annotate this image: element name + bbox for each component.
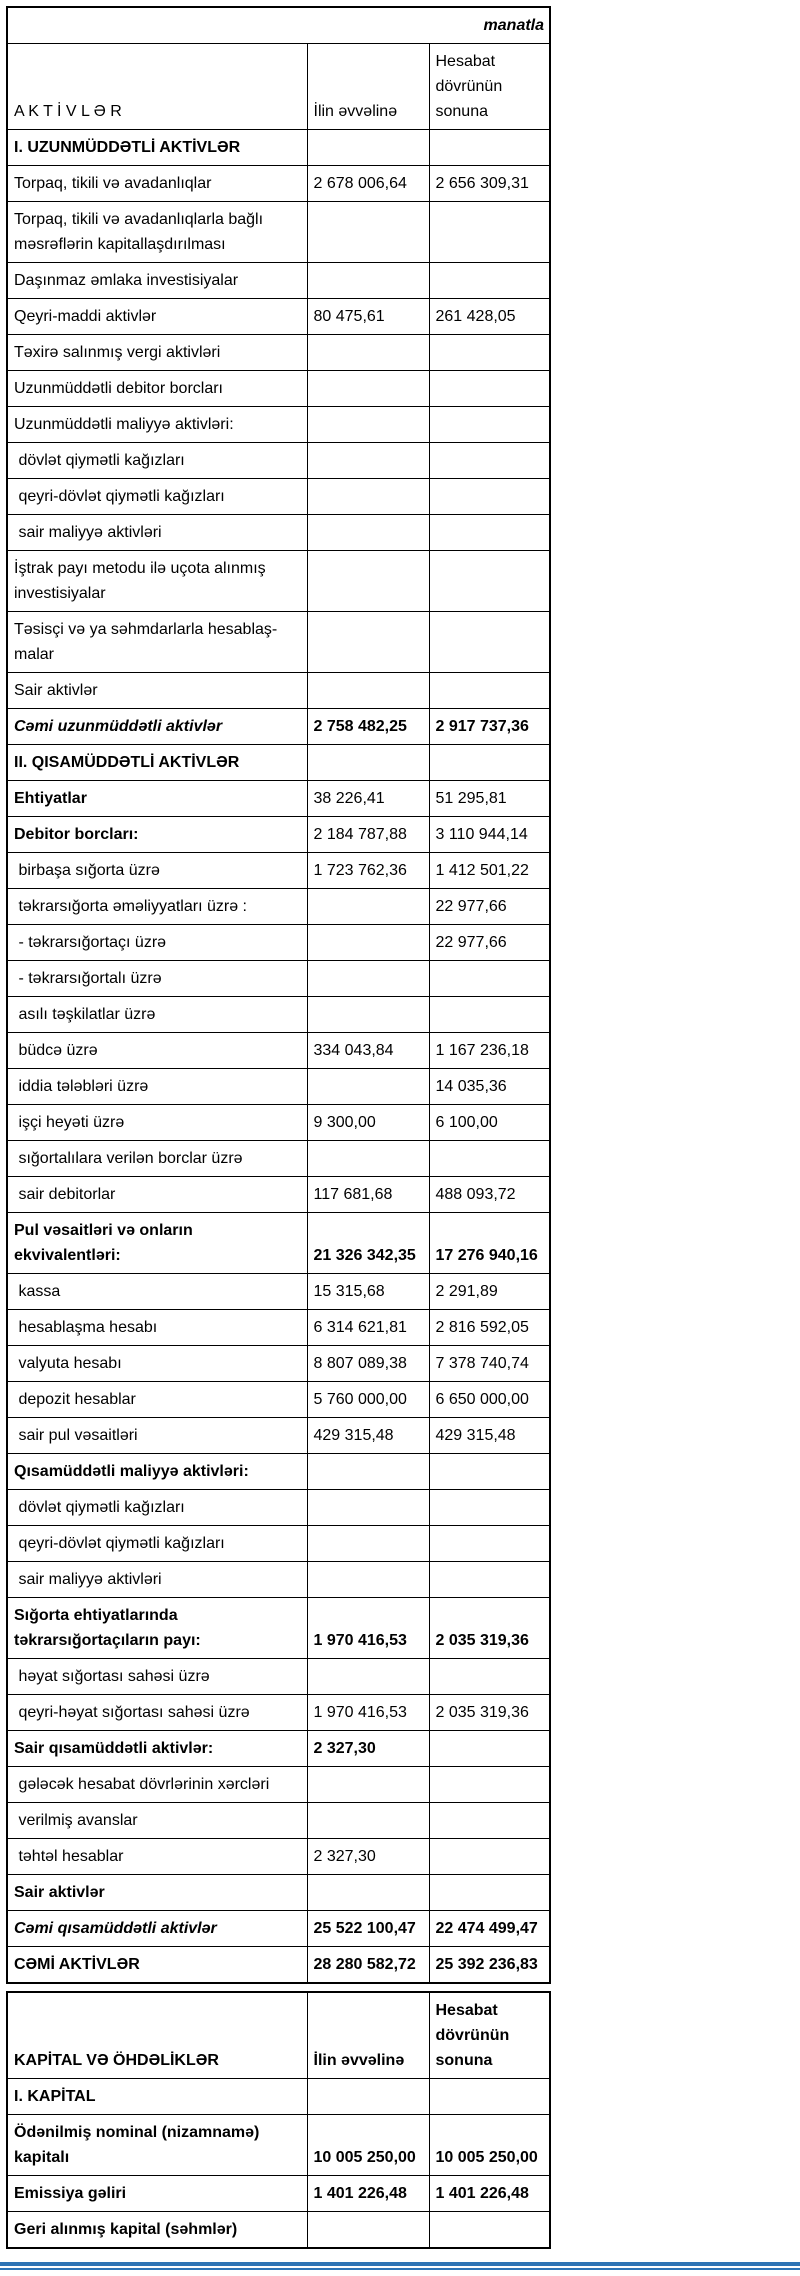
value-start-of-year: 28 280 582,72 [307,1947,429,1984]
value-end-of-period: 1 167 236,18 [429,1033,550,1069]
value-end-of-period [429,515,550,551]
table-row [7,1526,550,1562]
row-label: Sair aktivlər [7,673,307,709]
value-start-of-year [307,130,429,166]
header-row [7,1992,550,2079]
value-end-of-period: 7 378 740,74 [429,1346,550,1382]
table-row [7,1346,550,1382]
value-end-of-period [429,1659,550,1695]
table-row [7,1105,550,1141]
table-row [7,1947,550,1984]
value-end-of-period: 6 650 000,00 [429,1382,550,1418]
capital-and-liabilities-table [6,1991,551,2249]
value-end-of-period: 2 291,89 [429,1274,550,1310]
value-start-of-year [307,997,429,1033]
table-row [7,551,550,612]
row-label: Pul vəsaitləri və onların ekvivalentləri: [7,1213,307,1274]
value-start-of-year: 80 475,61 [307,299,429,335]
row-label: Geri alınmış kapital (səhmlər) [7,2212,307,2249]
table-row [7,299,550,335]
row-label: hesablaşma hesabı [7,1310,307,1346]
table-row [7,515,550,551]
value-start-of-year: 8 807 089,38 [307,1346,429,1382]
value-start-of-year [307,371,429,407]
value-start-of-year [307,263,429,299]
table-row [7,2212,550,2249]
row-label: sair maliyyə aktivləri [7,515,307,551]
row-label: - təkrarsığortalı üzrə [7,961,307,997]
row-label: Uzunmüddətli maliyyə aktivləri: [7,407,307,443]
row-label: qeyri-dövlət qiymətli kağızları [7,479,307,515]
table-row [7,2176,550,2212]
table-row [7,1490,550,1526]
value-start-of-year [307,612,429,673]
table-row [7,2115,550,2176]
table-row [7,1659,550,1695]
row-label: Ehtiyatlar [7,781,307,817]
value-start-of-year: 5 760 000,00 [307,1382,429,1418]
table-row [7,1213,550,1274]
value-start-of-year [307,1069,429,1105]
value-start-of-year [307,961,429,997]
value-start-of-year: 334 043,84 [307,1033,429,1069]
unit-row [7,7,550,44]
value-start-of-year: 10 005 250,00 [307,2115,429,2176]
value-end-of-period: 51 295,81 [429,781,550,817]
value-start-of-year: 1 970 416,53 [307,1598,429,1659]
value-end-of-period: 22 977,66 [429,925,550,961]
row-label: Uzunmüddətli debitor borcları [7,371,307,407]
table-row [7,997,550,1033]
table-row [7,1562,550,1598]
table-row [7,130,550,166]
value-end-of-period [429,1803,550,1839]
column-header: Hesabat dövrünün sonuna [429,1992,550,2079]
row-label: asılı təşkilatlar üzrə [7,997,307,1033]
value-start-of-year [307,1490,429,1526]
value-end-of-period: 1 412 501,22 [429,853,550,889]
row-label: valyuta hesabı [7,1346,307,1382]
value-start-of-year [307,515,429,551]
table-row [7,1803,550,1839]
table-row [7,166,550,202]
value-end-of-period [429,961,550,997]
unit-label: manatla [7,7,550,44]
value-end-of-period [429,1562,550,1598]
table-row [7,745,550,781]
value-start-of-year: 2 327,30 [307,1839,429,1875]
footer-rule-thin-line [0,2268,800,2270]
value-start-of-year [307,335,429,371]
value-end-of-period [429,443,550,479]
column-header: Hesabat dövrünün sonuna [429,44,550,130]
value-start-of-year [307,1454,429,1490]
value-end-of-period [429,1454,550,1490]
value-end-of-period [429,612,550,673]
table-row [7,817,550,853]
value-end-of-period [429,745,550,781]
assets-table [6,6,551,1984]
table-row [7,1598,550,1659]
value-end-of-period [429,997,550,1033]
value-start-of-year: 2 758 482,25 [307,709,429,745]
value-start-of-year: 1 970 416,53 [307,1695,429,1731]
row-label: təkrarsığorta əməliyyatları üzrə : [7,889,307,925]
value-end-of-period: 2 917 737,36 [429,709,550,745]
row-label: Sığorta ehtiyatlarında təkrarsığortaçıların payı: [7,1598,307,1659]
value-start-of-year: 2 678 006,64 [307,166,429,202]
table-row [7,612,550,673]
value-start-of-year: 2 184 787,88 [307,817,429,853]
value-end-of-period: 1 401 226,48 [429,2176,550,2212]
row-label: dövlət qiymətli kağızları [7,443,307,479]
value-end-of-period [429,1490,550,1526]
value-start-of-year [307,1767,429,1803]
row-label: büdcə üzrə [7,1033,307,1069]
value-end-of-period [429,371,550,407]
table-row [7,1310,550,1346]
table-row [7,1454,550,1490]
value-start-of-year: 2 327,30 [307,1731,429,1767]
value-start-of-year [307,1875,429,1911]
value-start-of-year [307,1659,429,1695]
value-start-of-year [307,443,429,479]
row-label: qeyri-həyat sığortası sahəsi üzrə [7,1695,307,1731]
value-end-of-period: 2 816 592,05 [429,1310,550,1346]
table-row [7,925,550,961]
table-row [7,1033,550,1069]
table-row [7,709,550,745]
table-row [7,1382,550,1418]
value-end-of-period [429,551,550,612]
value-end-of-period: 14 035,36 [429,1069,550,1105]
table-row [7,407,550,443]
table-row [7,263,550,299]
value-start-of-year [307,551,429,612]
table-row [7,961,550,997]
value-end-of-period: 22 977,66 [429,889,550,925]
row-label: II. QISAMÜDDƏTLİ AKTİVLƏR [7,745,307,781]
value-end-of-period: 488 093,72 [429,1177,550,1213]
table-row [7,889,550,925]
table-row [7,1911,550,1947]
value-end-of-period [429,1767,550,1803]
row-label: Daşınmaz əmlaka investisiyalar [7,263,307,299]
table-row [7,2079,550,2115]
row-label: Təsisçi və ya səhmdarlarla hesablaş-malar [7,612,307,673]
value-end-of-period: 2 656 309,31 [429,166,550,202]
table-row [7,1695,550,1731]
row-label: Debitor borcları: [7,817,307,853]
table-row [7,1418,550,1454]
row-label: İştrak payı metodu ilə uçota alınmış investisiyalar [7,551,307,612]
row-label: sair debitorlar [7,1177,307,1213]
column-header: İlin əvvəlinə [307,44,429,130]
value-start-of-year [307,889,429,925]
value-start-of-year [307,202,429,263]
row-label: işçi heyəti üzrə [7,1105,307,1141]
row-label: sığortalılara verilən borclar üzrə [7,1141,307,1177]
table-row [7,1767,550,1803]
value-end-of-period [429,479,550,515]
table-row [7,1069,550,1105]
row-label: qeyri-dövlət qiymətli kağızları [7,1526,307,1562]
table-row [7,202,550,263]
table-row [7,479,550,515]
value-end-of-period [429,1731,550,1767]
value-end-of-period: 22 474 499,47 [429,1911,550,1947]
table-row [7,443,550,479]
table-row [7,1141,550,1177]
row-label: Qeyri-maddi aktivlər [7,299,307,335]
value-start-of-year [307,1562,429,1598]
row-label: sair pul vəsaitləri [7,1418,307,1454]
value-start-of-year [307,2212,429,2249]
value-end-of-period [429,335,550,371]
row-label: kassa [7,1274,307,1310]
value-start-of-year [307,407,429,443]
row-label: Torpaq, tikili və avadanlıqlarla bağlı məsrəflərin kapitallaşdırılması [7,202,307,263]
value-end-of-period: 2 035 319,36 [429,1598,550,1659]
value-start-of-year: 9 300,00 [307,1105,429,1141]
value-end-of-period [429,2212,550,2249]
row-label: I. UZUNMÜDDƏTLİ AKTİVLƏR [7,130,307,166]
footer-rule-thick-line [0,2262,800,2266]
value-start-of-year [307,925,429,961]
column-header: KAPİTAL VƏ ÖHDƏLİKLƏR [7,1992,307,2079]
table-row [7,335,550,371]
value-start-of-year: 21 326 342,35 [307,1213,429,1274]
row-label: Cəmi qısamüddətli aktivlər [7,1911,307,1947]
value-end-of-period: 261 428,05 [429,299,550,335]
row-label: Ödənilmiş nominal (nizamnamə) kapitalı [7,2115,307,2176]
value-start-of-year: 25 522 100,47 [307,1911,429,1947]
value-start-of-year [307,479,429,515]
table-row [7,1274,550,1310]
value-start-of-year: 15 315,68 [307,1274,429,1310]
table-row [7,853,550,889]
row-label: Sair qısamüddətli aktivlər: [7,1731,307,1767]
table-row [7,1731,550,1767]
value-start-of-year [307,1526,429,1562]
row-label: depozit hesablar [7,1382,307,1418]
value-end-of-period [429,673,550,709]
value-start-of-year: 429 315,48 [307,1418,429,1454]
value-end-of-period: 17 276 940,16 [429,1213,550,1274]
column-header: A K T İ V L Ə R [7,44,307,130]
value-end-of-period [429,130,550,166]
value-end-of-period [429,1526,550,1562]
value-start-of-year: 6 314 621,81 [307,1310,429,1346]
value-end-of-period: 3 110 944,14 [429,817,550,853]
row-label: CƏMİ AKTİVLƏR [7,1947,307,1984]
row-label: - təkrarsığortaçı üzrə [7,925,307,961]
table-row [7,371,550,407]
value-end-of-period [429,263,550,299]
value-start-of-year: 1 723 762,36 [307,853,429,889]
table-row [7,1177,550,1213]
value-start-of-year: 1 401 226,48 [307,2176,429,2212]
value-end-of-period [429,1839,550,1875]
value-start-of-year [307,673,429,709]
row-label: iddia tələbləri üzrə [7,1069,307,1105]
table-row [7,1839,550,1875]
value-end-of-period: 429 315,48 [429,1418,550,1454]
row-label: dövlət qiymətli kağızları [7,1490,307,1526]
row-label: Qısamüddətli maliyyə aktivləri: [7,1454,307,1490]
row-label: gələcək hesabat dövrlərinin xərcləri [7,1767,307,1803]
row-label: Sair aktivlər [7,1875,307,1911]
value-start-of-year [307,1141,429,1177]
row-label: Cəmi uzunmüddətli aktivlər [7,709,307,745]
value-start-of-year [307,2079,429,2115]
value-end-of-period: 6 100,00 [429,1105,550,1141]
table-row [7,1875,550,1911]
value-start-of-year [307,745,429,781]
table-row [7,673,550,709]
value-end-of-period [429,1875,550,1911]
value-start-of-year: 38 226,41 [307,781,429,817]
value-end-of-period [429,407,550,443]
row-label: Emissiya gəliri [7,2176,307,2212]
row-label: birbaşa sığorta üzrə [7,853,307,889]
table-row [7,781,550,817]
header-row [7,44,550,130]
column-header: İlin əvvəlinə [307,1992,429,2079]
value-start-of-year [307,1803,429,1839]
row-label: təhtəl hesablar [7,1839,307,1875]
row-label: Torpaq, tikili və avadanlıqlar [7,166,307,202]
value-end-of-period [429,202,550,263]
row-label: Təxirə salınmış vergi aktivləri [7,335,307,371]
row-label: verilmiş avanslar [7,1803,307,1839]
row-label: sair maliyyə aktivləri [7,1562,307,1598]
value-end-of-period [429,2079,550,2115]
value-start-of-year: 117 681,68 [307,1177,429,1213]
value-end-of-period: 25 392 236,83 [429,1947,550,1984]
value-end-of-period [429,1141,550,1177]
value-end-of-period: 2 035 319,36 [429,1695,550,1731]
row-label: həyat sığortası sahəsi üzrə [7,1659,307,1695]
page-footer-rule [0,2262,800,2270]
value-end-of-period: 10 005 250,00 [429,2115,550,2176]
row-label: I. KAPİTAL [7,2079,307,2115]
